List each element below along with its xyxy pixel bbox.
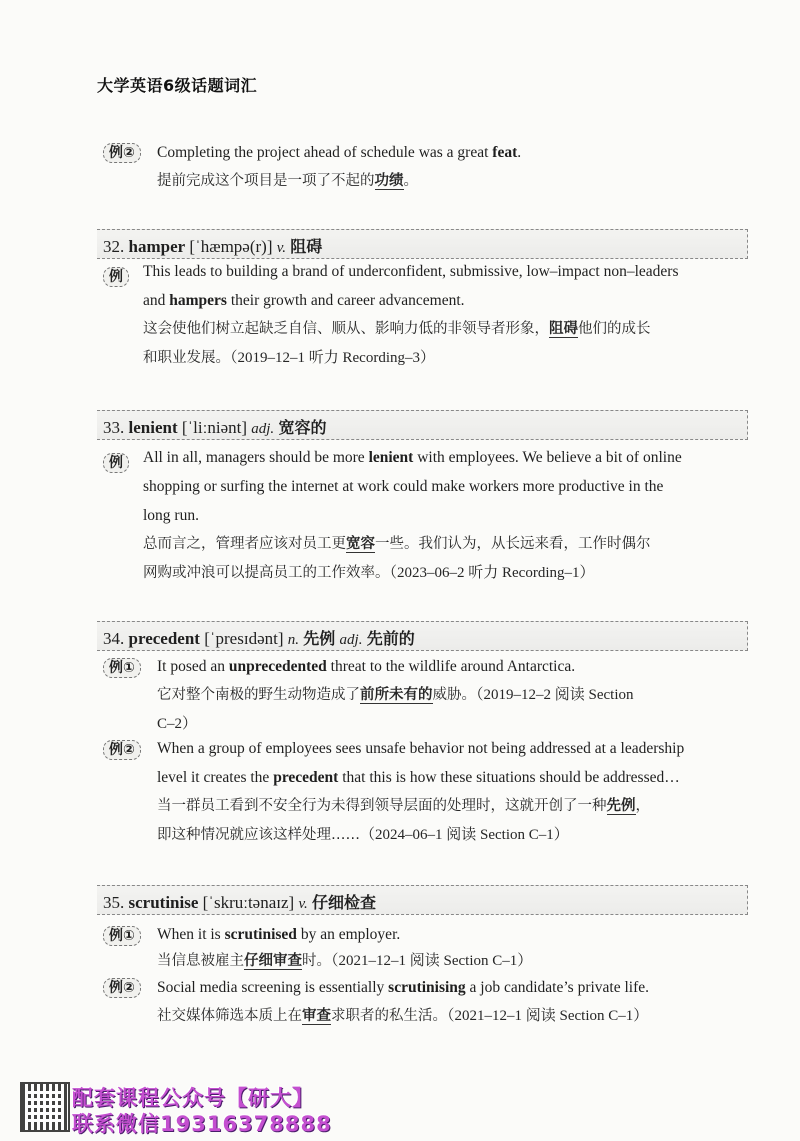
chinese-text: 。 (403, 173, 418, 189)
chinese-text: 即这种情况就应该这样处理…… (157, 827, 360, 843)
chinese-keyword: 前所未有的 (360, 687, 433, 703)
english-text: Completing the project ahead of schedule was a great (157, 144, 493, 161)
entry-heading-34 (97, 621, 748, 651)
example-english-line (157, 922, 753, 948)
example-body (143, 257, 753, 373)
chinese-text: 它对整个南极的野生动物造成了 (157, 687, 360, 703)
source-citation: （2021–12–1 阅读 Section C–1） (447, 1008, 649, 1024)
chinese-keyword: 宽容 (346, 536, 375, 552)
source-citation: C–2） (157, 716, 198, 732)
example-33 (103, 443, 753, 588)
chinese-text: 当一群员工看到不安全行为未得到领导层面的处理时，这就开创了一种 (157, 798, 607, 814)
english-text: shopping or surfing the internet at work could make workers more productive in the (143, 478, 664, 495)
entry-phonetic: [ˈpresɪdənt] (204, 629, 284, 648)
source-citation: （2024–06–1 阅读 Section C–1） (360, 827, 569, 843)
entry-heading-text (103, 415, 326, 438)
english-text: Social media screening is essentially (157, 979, 389, 996)
entry-pos: adj. (339, 632, 363, 648)
english-text: by an employer. (296, 926, 401, 943)
example-chinese-line (157, 792, 753, 821)
entry-pos: v. (276, 240, 287, 256)
example-body (157, 922, 753, 974)
example-chinese-line (157, 681, 753, 710)
entry-phonetic: [ˈskruːtənaɪz] (202, 893, 295, 912)
entry-meaning: 先例 (303, 629, 336, 648)
entry-number: 32. (103, 237, 125, 256)
example-english-line (143, 472, 753, 501)
english-text: When it is (157, 926, 225, 943)
entry-word: hamper (128, 237, 186, 256)
example-chinese-line (157, 1002, 753, 1030)
example-chinese-line (143, 315, 753, 344)
chinese-text: ， (635, 798, 650, 814)
english-text: level it creates the (157, 769, 274, 786)
example-body (157, 734, 753, 850)
english-text: a job candidate’s private life. (465, 979, 650, 996)
example-english-line (157, 652, 753, 681)
keyword-bold: precedent (273, 769, 339, 786)
watermark (20, 1082, 332, 1137)
example-english-line (157, 734, 753, 763)
example-35-1 (103, 922, 753, 974)
keyword-bold: feat (492, 144, 518, 161)
example-body (143, 443, 753, 588)
example-chinese-line (143, 559, 753, 588)
english-text: with employees. We believe a bit of online (413, 449, 682, 466)
chinese-text: 他们的成长 (578, 321, 651, 337)
entry-heading-35 (97, 885, 748, 915)
english-text: and (143, 292, 170, 309)
chinese-text: 当信息被雇主 (157, 953, 244, 969)
example-english-line (143, 286, 753, 315)
example-tag: 例② (103, 740, 141, 760)
example-tag: 例① (103, 658, 141, 678)
example-tag: 例② (103, 143, 141, 163)
example-chinese-line (157, 948, 753, 974)
chinese-text: 威胁。 (432, 687, 476, 703)
entry-pos: v. (298, 896, 308, 912)
watermark-line-2: 联系微信19316378888 (72, 1112, 332, 1136)
chinese-keyword: 审查 (302, 1008, 331, 1024)
example-english-line (143, 257, 753, 286)
example-english-line (157, 763, 753, 792)
entry-word: scrutinise (128, 893, 199, 912)
chinese-text: 求职者的私生活。 (331, 1008, 447, 1024)
chinese-text: 一些。我们认为，从长远来看，工作时偶尔 (375, 536, 651, 552)
page-header-title: 大学英语6级话题词汇 (97, 76, 258, 95)
entry-heading-text (103, 626, 415, 649)
chinese-text: 社交媒体筛选本质上在 (157, 1008, 302, 1024)
source-citation: （2023–06–2 听力 Recording–1） (389, 565, 595, 581)
english-text: that this is how these situations should be addressed… (338, 769, 680, 786)
example-tag: 例 (103, 453, 129, 473)
keyword-bold: scrutinising (388, 979, 466, 996)
chinese-text: 和职业发展。 (143, 350, 230, 366)
entry-meaning: 先前的 (366, 629, 415, 648)
keyword-bold: lenient (368, 449, 414, 466)
english-text: their growth and career advancement. (226, 292, 465, 309)
entry-heading-33 (97, 410, 748, 440)
source-citation: （2019–12–2 阅读 Section (476, 687, 634, 703)
english-text: When a group of employees sees unsafe behavior not being addressed at a leadership (157, 740, 685, 757)
entry-number: 34. (103, 629, 125, 648)
chinese-text: 时。 (302, 953, 331, 969)
chinese-keyword: 仔细审查 (244, 953, 302, 969)
example-body (157, 974, 753, 1030)
example-tag: 例 (103, 267, 129, 287)
watermark-line-1: 配套课程公众号【研大】 (72, 1086, 314, 1110)
keyword-bold: hampers (169, 292, 227, 309)
example-chinese-line (143, 530, 753, 559)
example-english-line (143, 501, 753, 530)
entry-word: precedent (128, 629, 200, 648)
entry-word: lenient (128, 418, 178, 437)
chinese-keyword: 功绩 (374, 173, 404, 189)
entry-meaning: 仔细检查 (312, 893, 377, 912)
example-body (157, 138, 753, 196)
keyword-bold: unprecedented (228, 658, 327, 675)
entry-phonetic: [ˈhæmpə(r)] (189, 237, 273, 256)
chinese-keyword: 阻碍 (549, 321, 578, 337)
english-text: long run. (143, 507, 199, 524)
entry-heading-text (103, 234, 322, 257)
example-top (103, 138, 753, 196)
entry-pos: n. (287, 632, 300, 648)
example-english (157, 138, 753, 167)
entry-heading-text (103, 890, 376, 913)
example-34-2 (103, 734, 753, 850)
example-34-1 (103, 652, 753, 739)
example-body (157, 652, 753, 739)
english-text: All in all, managers should be more (143, 449, 369, 466)
chinese-text: 这会使他们树立起缺乏自信、顺从、影响力低的非领导者形象， (143, 321, 549, 337)
qr-code-icon (20, 1082, 70, 1132)
example-english-line (157, 974, 753, 1002)
entry-pos: adj. (251, 421, 275, 437)
example-35-2 (103, 974, 753, 1030)
keyword-bold: scrutinised (224, 926, 297, 943)
example-tag: 例② (103, 978, 141, 998)
entry-meaning: 宽容的 (278, 418, 327, 437)
entry-number: 35. (103, 893, 125, 912)
example-32 (103, 257, 753, 373)
source-citation: （2019–12–1 听力 Recording–3） (230, 350, 435, 366)
chinese-text: 总而言之，管理者应该对员工更 (143, 536, 346, 552)
entry-phonetic: [ˈliːniənt] (181, 418, 248, 437)
english-text: This leads to building a brand of underconfident, submissive, low–impact non–leaders (143, 263, 679, 280)
example-chinese-line (143, 344, 753, 373)
english-text: . (517, 144, 522, 161)
entry-heading-32 (97, 229, 748, 259)
chinese-text: 网购或冲浪可以提高员工的工作效率。 (143, 565, 390, 581)
entry-meaning: 阻碍 (290, 237, 323, 256)
chinese-keyword: 先例 (606, 798, 636, 814)
english-text: It posed an (157, 658, 229, 675)
example-english-line (143, 443, 753, 472)
chinese-text: 提前完成这个项目是一项了不起的 (157, 173, 375, 189)
example-tag: 例① (103, 926, 141, 946)
example-chinese (157, 167, 753, 196)
entry-number: 33. (103, 418, 125, 437)
example-chinese-line (157, 821, 753, 850)
english-text: threat to the wildlife around Antarctica. (326, 658, 576, 675)
source-citation: （2021–12–1 阅读 Section C–1） (331, 953, 533, 969)
